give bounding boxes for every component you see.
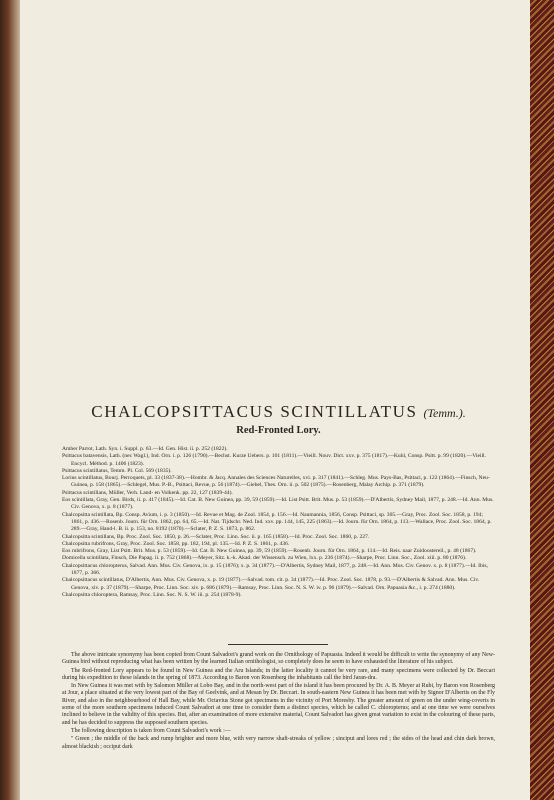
synonymy-entry: Eos scintillata, Gray, Gen. Birds, ii. p. 417 (1845).—Id. Cat. B. New Guinea, pp. 39, 59 (1859).—Id. List Psitt. Brit. Mus. p. 53 (1859).—D'Albertis, Sydney Mail, 1877, p. 248.—Id. Ann. Mus. Civ. Genova, x. p. 8 (1877). bbox=[62, 497, 494, 511]
synonymy-entry: Chalcopsitta rubrifrons, Gray, Proc. Zool. Soc. 1858, pp. 182, 194, pl. 135.—Id. P. Z. S. 1861, p. 436. bbox=[62, 540, 290, 547]
synonymy-entry: Eos rubrifrons, Gray, List Psitt. Brit. Mus. p. 53 (1859).—Id. Cat. B. New Guinea, pp. 39, 59 (1859).—Rosenb. Journ. für Orn. 1864, p. 114.—Id. Reis. naar Zuidoostereil., p. 48 (1867). bbox=[62, 548, 477, 555]
body-paragraph: The Red-fronted Lory appears to be found in New Guinea and the Aru Islands; in the latter locality it cannot be very rare, and many specimens were collected by Dr. Beccari during his expedition to these islands in the spring of 1873. According to Baron von Rosenberg the inhabitants call the bird Jaran-dra. bbox=[62, 667, 495, 681]
title-authority: (Temm.). bbox=[423, 406, 466, 420]
synonymy-entry: Amber Parrot, Lath. Syn. i. Suppl. p. 63.—Id. Gen. Hist. ii. p. 252 (1822). bbox=[62, 446, 228, 452]
body-paragraph: " Green ; the middle of the back and rump brighter and more blue, with very narrow shaft-streaks of yellow ; sinciput and lores red ; the sides of the head and chin dark brown, almost blackish ; occiput dark bbox=[62, 736, 495, 750]
synonymy-entry: Psittacus scintillans, Müller, Verh. Land- en Volkenk. pp. 22, 127 (1839-44). bbox=[62, 489, 233, 496]
synonymy-entry: Psittacus batavensis, Lath. (nec Wagl.), Ind. Orn. i. p. 126 (1790).—Bechst. Kurze Uebers. p. 101 (1811).—Vieill. Nouv. Dict. xxv. p. 375 (1817).—Kuhl, Consp. Psitt. p. 99 (1820).—Vieill. Encycl. Méthod. p. 1406 (1823). bbox=[62, 453, 486, 467]
synonymy-entry: Chalcopsitta scintillata, Bp. Consp. Avium, i. p. 3 (1850).—Id. Revue et Mag. de Zool. 1854, p. 156.—Id. Naumannia, 1856, Consp. Psittaci, sp. 305.—Gray, Proc. Zool. Soc. 1858, p. 194; 1861, p. 436.—Rosenb. Journ. für Orn. 1862, pp. 64, 65.—Id. Nat. Tijdschr. Ned. Ind. xxv. pp. 144, 145, 225 (1863).—Id. Journ. für Orn. 1864, p. 113.—Wallace, Proc. Zool. Soc. 1864, p. 289.—Gray, Hand-l. B. ii. p. 153, no. 8192 (1870).—Sclater, P. Z. S. 1873, p. 862. bbox=[62, 511, 492, 533]
page-title bbox=[62, 402, 495, 423]
synonymy-entry: Chalcopsitta scintillans, Bp. Proc. Zool. Soc. 1850, p. 26.—Sclater, Proc. Linn. Soc. ii. p. 165 (1858).—Id. Proc. Zool. Soc. 1860, p. 227. bbox=[62, 533, 370, 540]
synonymy-entry: Domicella scintillata, Finsch, Die Papag. ii. p. 752 (1868).—Meyer, Sitz. k.-k. Akad. der Wissensch. zu Wien, lxx. p. 236 (1874).—Sharpe, Proc. Linn. Soc., Zool. xiii. p. 80 (1876). bbox=[62, 555, 467, 562]
synonymy-list bbox=[62, 446, 495, 599]
synonymy-entry: Lorius scintillatus, Bourj. Perroquets, pl. 33 (1837-38).—Hombr. & Jacq. Annales des Sciences Naturelles, xvi. p. 317 (1841).—Schleg. Mus. Pays-Bas, Psittaci, p. 122 (1864).—Finsch, Neu-Guinea, p. 158 (1865).—Schlegel, Mus. P.-B., Psittaci, Revue, p. 56 (1874).—Giebel, Thes. Orn. ii. p. 502 (1875).—Rosenberg, Malay Archip. p. 371 (1879). bbox=[62, 475, 490, 489]
body-paragraph: In New Guinea it was met with by Salomon Müller at Lobo Bay, and in the north-west part of the island it has been procured by Dr. A. B. Meyer at Rubi, by Baron von Rosenberg at Jour, a place situated at the very lowest part of the Bay of Geelvink, and at Mesan by Dr. Beccari. In south-eastern New Guinea it has been met with by Signor D'Albertis on the Fly River, and also in the neighbourhood of Hall Bay, while Mr. Octavius Stone got specimens in the vicinity of Port Moresby. The greater amount of green on the under wing-coverts in some of the more southern specimens induced Count Salvadori at one time to consider them a distinct species, which he called C. chloropterus; and at one time we were ourselves inclined to believe in the validity of this species. But, after an examination of more extensive material, Count Salvadori has given great variation to exist in the colouring of these parts, and he has decided to suppress the supposed southern species. bbox=[62, 683, 495, 726]
body-paragraph: The above intricate synonymy has been copied from Count Salvadori's grand work on the Ornithology of Papuasia. Indeed it would be difficult to write the synonymy of any New-Guinea bird without reproducing what has been written by the learned Italian ornithologist, so completely does he seem to have exhausted the literature of his subject. bbox=[62, 652, 495, 666]
title-species: CHALCOPSITTACUS SCINTILLATUS bbox=[91, 402, 418, 421]
synonymy-entry: Chalcopsitta chloroptera, Ramsay, Proc. Linn. Soc. N. S. W. iii. p. 254 (1878-9). bbox=[62, 591, 242, 598]
synonymy-entry: Chalcopsittacus scintillatus, D'Albertis, Ann. Mus. Civ. Genova, x. p. 19 (1877).—Salvad. tom. cit. p. 34 (1877).—Id. Proc. Zool. Soc. 1878, p. 93.—D'Albertis & Salvad. Ann. Mus. Civ. Genova, xiv. p. 37 (1879).—Sharpe, Proc. Linn. Soc. xiv. p. 686 (1879).—Ramsay, Proc. Linn. Soc. N. S. W. iv. p. 96 (1879).—Salvad. Orn. Papuasia &c., i. p. 274 (1880). bbox=[62, 577, 480, 591]
body-text bbox=[62, 652, 495, 752]
synonymy-entry: Chalcopsittacus chloropterus, Salvad. Ann. Mus. Civ. Genova, ix. p. 15 (1876); x. p. 34 (1877).—D'Albertis, Sydney Mail, 1877, p. 248.—Id. Ann. Mus. Civ. Genov. x. p. 8 (1877).—Id. Ibis, 1877, p. 366. bbox=[62, 562, 488, 577]
marbled-page-edge bbox=[530, 0, 554, 800]
divider-rule bbox=[228, 644, 328, 645]
binding-gutter bbox=[0, 0, 20, 800]
common-name: Red-Fronted Lory. bbox=[236, 425, 321, 436]
synonymy-entry: Psittacus scintillatus, Temm. Pl. Col. 569 (1835). bbox=[62, 467, 172, 474]
body-paragraph: The following description is taken from Count Salvadori's work :— bbox=[71, 727, 231, 734]
